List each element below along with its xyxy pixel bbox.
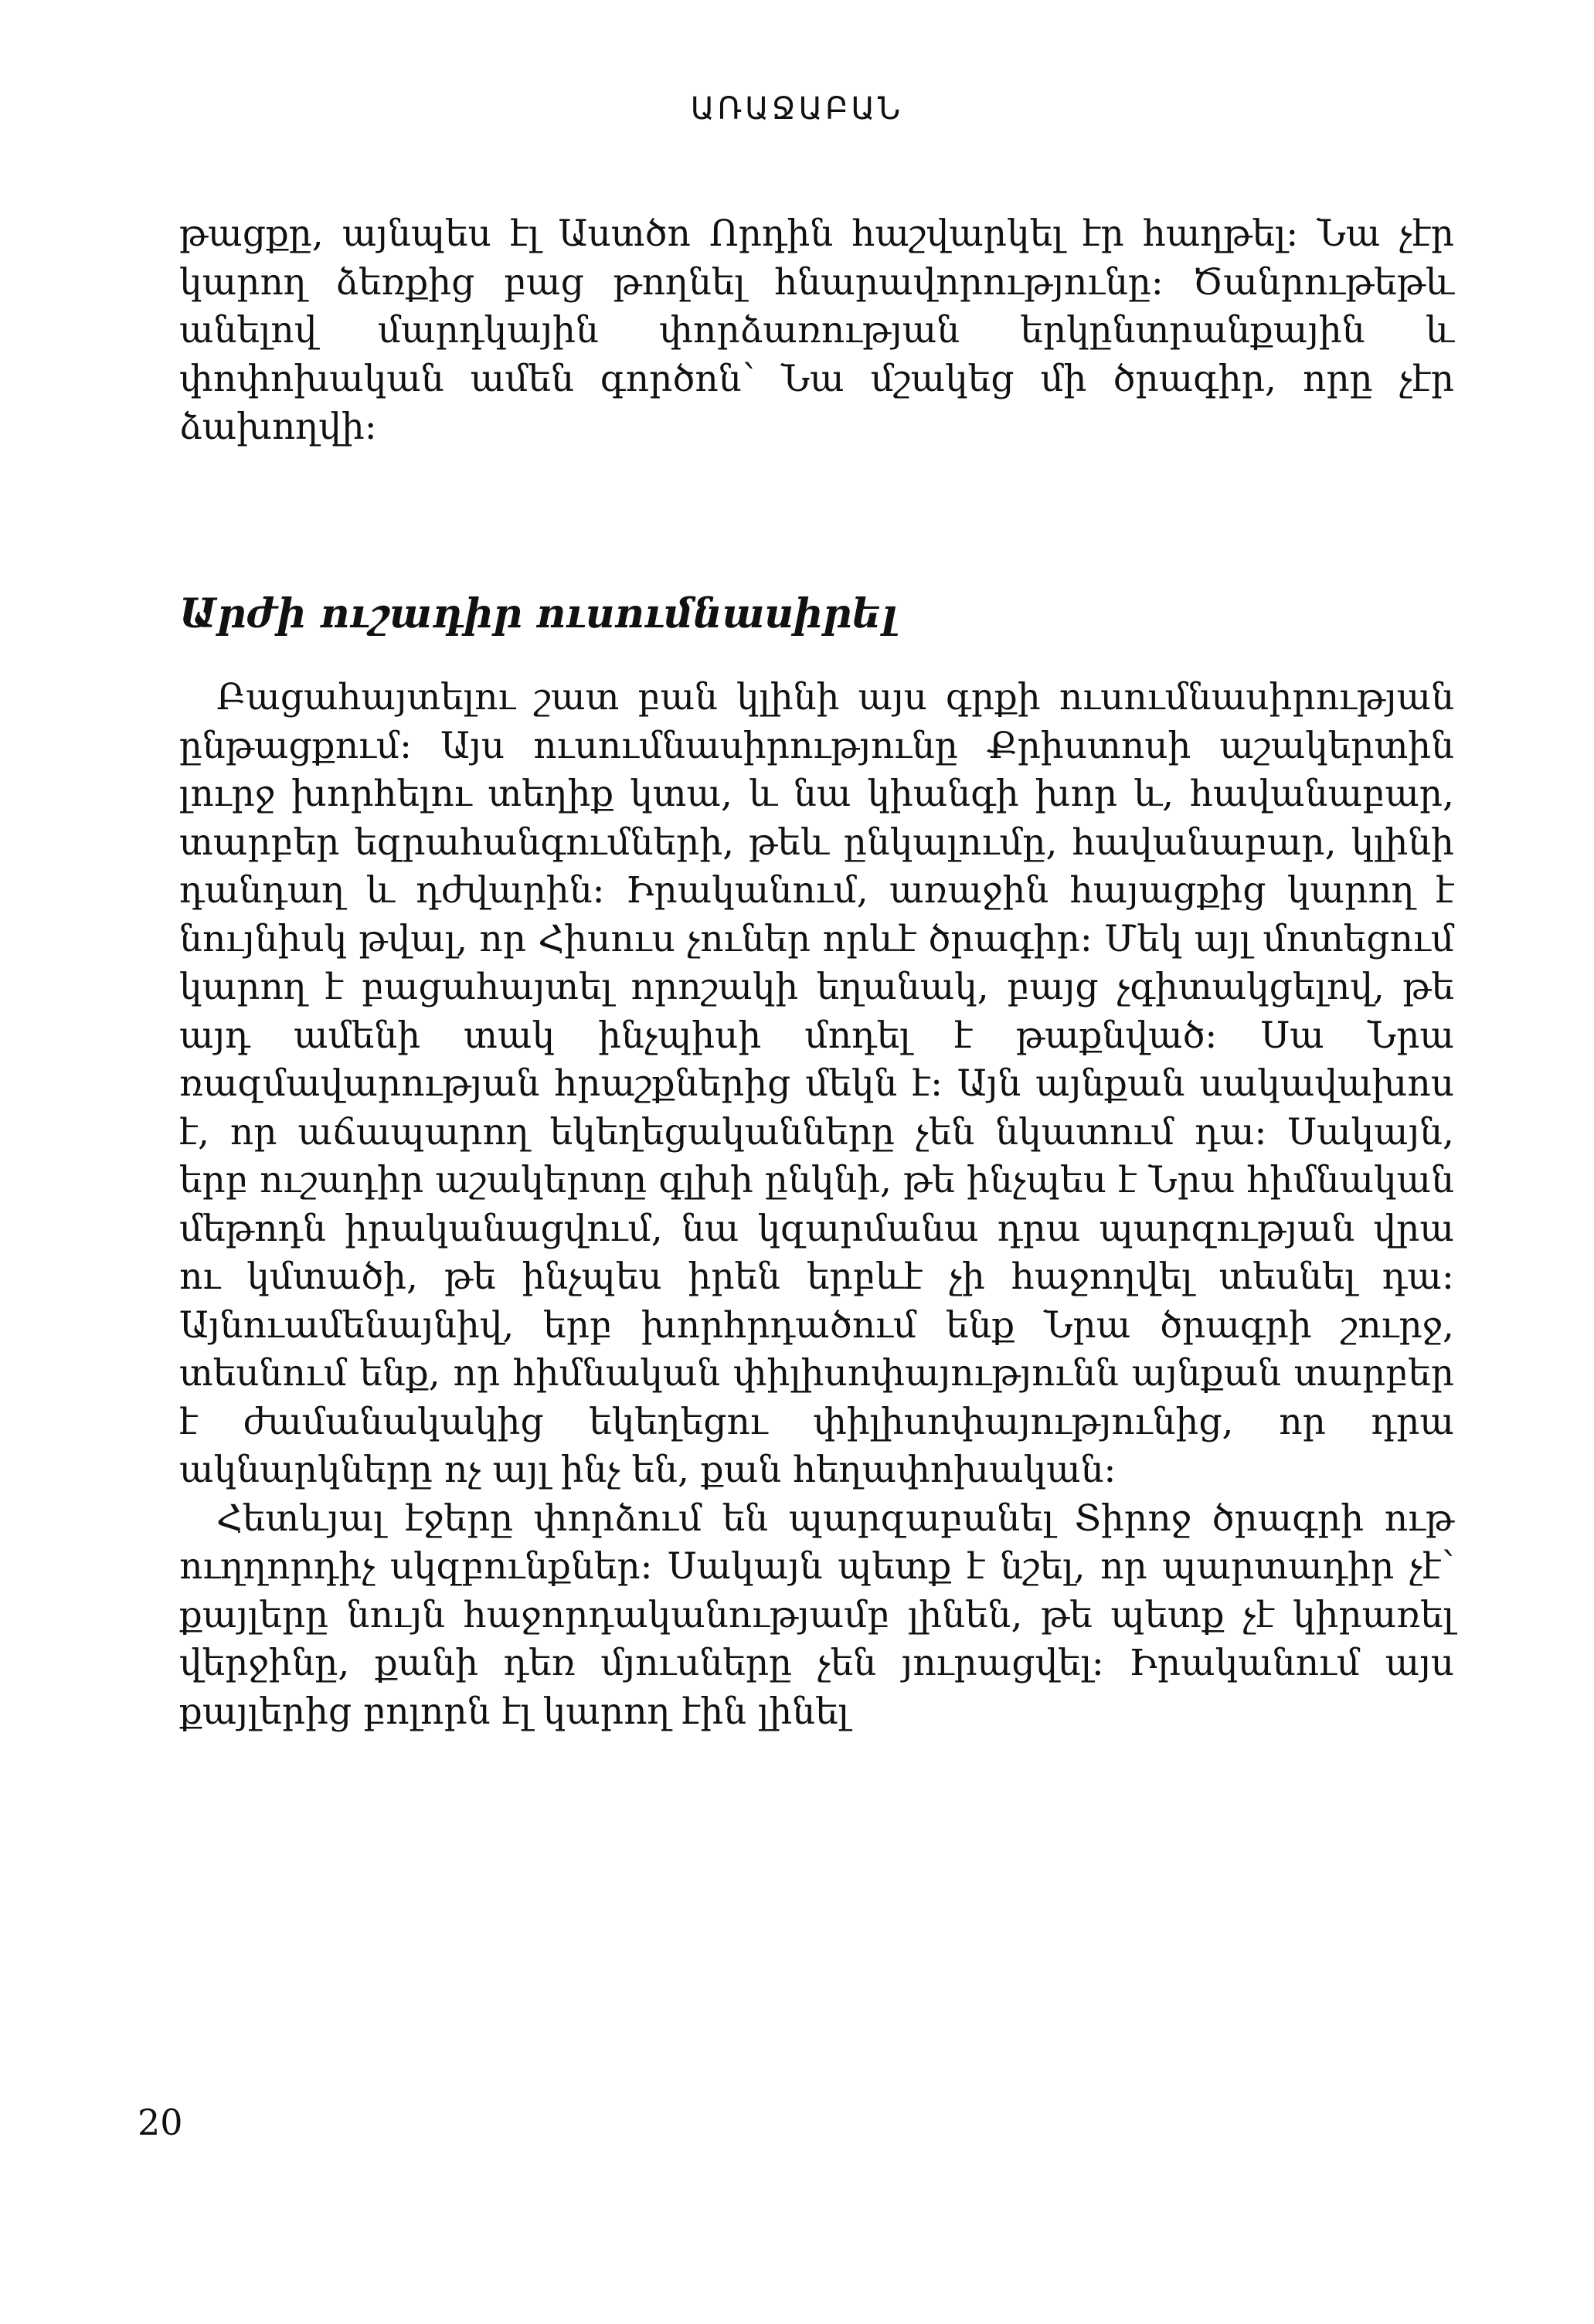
paragraph-continued: թացքը, այնպես էլ Աստծո Որդին հաշվարկել էր հաղթել։ Նա չէր կարող ձեռքից բաց թողնել հնարավորությունը։ Ծանրութեթև անելով մարդկային փորձառության երկընտրանքային և փոփոխական ամեն գործոն՝ Նա մշակեց մի ծրագիր, որը չէր ձախողվի։	[179, 212, 1454, 448]
body-text-top	[179, 210, 1454, 452]
body-text-main	[179, 674, 1454, 1736]
section-heading: Արժի ուշադիր ուսումնասիրել	[179, 590, 898, 637]
page-number: 20	[138, 2101, 183, 2143]
paragraph: Հետևյալ էջերը փորձում են պարզաբանել Տիրոջ ծրագրի ութ ուղղորդիչ սկզբունքներ։ Սակայն պետք է նշել, որ պարտադիր չէ՝ քայլերը նույն հաջորդականությամբ լինեն, թե պետք չէ կիրառել վերջինը, քանի դեռ մյուսները չեն յուրացվել։ Իրականում այս քայլերից բոլորն էլ կարող էին լինել	[179, 1497, 1454, 1733]
running-title: ԱՌԱՋԱԲԱՆ	[690, 91, 904, 127]
paragraph: Բացահայտելու շատ բան կլինի այս գրքի ուսումնասիրության ընթացքում։ Այս ուսումնասիրությունը Քրիստոսի աշակերտին լուրջ խորհելու տեղիք կտա, և նա կիանգի խոր և, հավանաբար, տարբեր եզրահանգումների, թեև ընկալումը, հավանաբար, կլինի դանդաղ և դժվարին։ Իրականում, առաջին հայացքից կարող է նույնիսկ թվալ, որ Հիսուս չուներ որևէ ծրագիր։ Մեկ այլ մոտեցում կարող է բացահայտել որոշակի եղանակ, բայց չգիտակցելով, թե այդ ամենի տակ ինչպիսի մոդել է թաքնված։ Սա Նրա ռազմավարության հրաշքներից մեկն է։ Այն այնքան սակավախոս է, որ աճապարող եկեղեցականները չեն նկատում դա։ Սակայն, երբ ուշադիր աշակերտը գլխի ընկնի, թե ինչպես է Նրա հիմնական մեթոդն իրականացվում, նա կզարմանա դրա պարզության վրա ու կմտածի, թե ինչպես իրեն երբևէ չի հաջողվել տեսնել դա։ Այնուամենայնիվ, երբ խորհրդածում ենք Նրա ծրագրի շուրջ, տեսնում ենք, որ հիմնական փիլիսոփայությունն այնքան տարբեր է ժամանակակից եկեղեցու փիլիսոփայությունից, որ դրա ակնարկները ոչ այլ ինչ են, քան հեղափոխական։	[179, 676, 1454, 1491]
